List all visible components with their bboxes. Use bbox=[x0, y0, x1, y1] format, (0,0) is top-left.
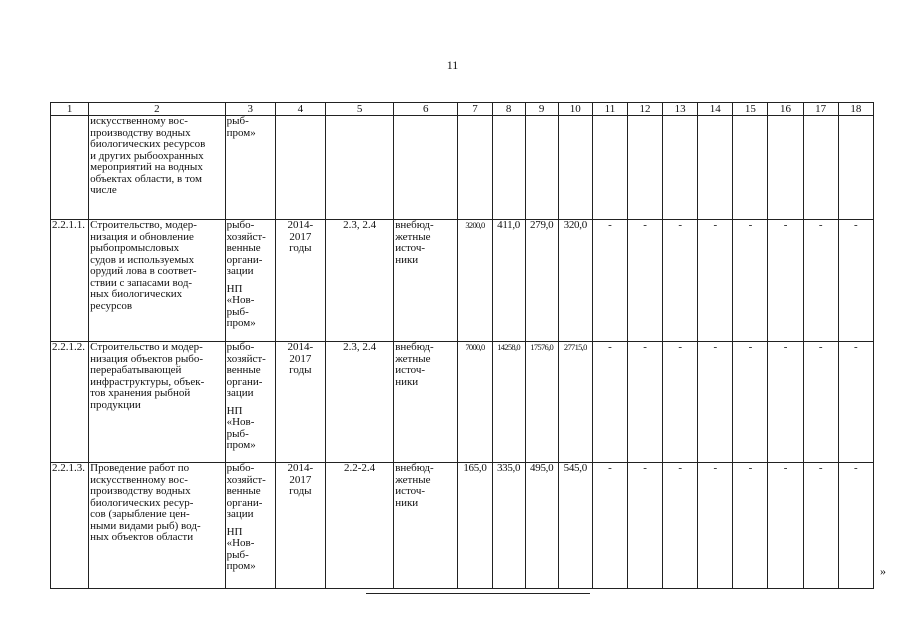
executor-orgs: рыбо- хозяйст- венные органи- зации bbox=[226, 341, 266, 399]
cell-dash-13: - bbox=[663, 220, 698, 342]
table-row bbox=[51, 342, 874, 463]
cell-dash-17: - bbox=[803, 220, 838, 342]
cell-value-7: 7000,0 bbox=[458, 342, 492, 463]
header-cell-13: 13 bbox=[663, 103, 698, 116]
cell-name: Проведение работ по искусственному вос- производству водных биологических ресур- сов (зарыбление цен- ными видами рыб) вод- ных объектов области bbox=[89, 463, 225, 589]
header-cell-3: 3 bbox=[225, 103, 275, 116]
cell-dash-18: - bbox=[838, 220, 873, 342]
table-row bbox=[51, 463, 874, 589]
cell-dash-14: - bbox=[698, 463, 733, 589]
cell-dash-16: - bbox=[768, 342, 803, 463]
cell-value-10: 320,0 bbox=[558, 220, 592, 342]
cell-dash-15: - bbox=[733, 220, 768, 342]
cell-source: внебюд- жетные источ- ники bbox=[394, 342, 458, 463]
cell-name: искусственному вос- производству водных биологических ресурсов и других рыбоохранных мероприятий на водных объектах области, в том числе bbox=[89, 116, 225, 220]
cell-value-7: 165,0 bbox=[458, 463, 492, 589]
cell-dash-12: - bbox=[627, 463, 662, 589]
cell-dash-15: - bbox=[733, 463, 768, 589]
cell-num bbox=[51, 116, 89, 220]
header-cell-8: 8 bbox=[492, 103, 525, 116]
executor-orgs: рыбо- хозяйст- венные органи- зации bbox=[226, 219, 266, 277]
executor-np: НП «Нов- рыб- пром» bbox=[226, 404, 256, 451]
cell-dash-14: - bbox=[698, 342, 733, 463]
cell-name: Строительство и модер- низация объектов рыбо- перерабатывающей инфраструктуры, объек- тов хранения рыбной продукции bbox=[89, 342, 225, 463]
table-row bbox=[51, 220, 874, 342]
cell-period: 2014- 2017 годы bbox=[275, 220, 325, 342]
cell-targets: 2.2-2.4 bbox=[325, 463, 393, 589]
page-number: 11 bbox=[446, 58, 459, 72]
cell-value-7: 3200,0 bbox=[458, 220, 492, 342]
cell-value-9: 279,0 bbox=[525, 220, 558, 342]
header-cell-11: 11 bbox=[592, 103, 627, 116]
cell-period: 2014- 2017 годы bbox=[275, 463, 325, 589]
header-cell-16: 16 bbox=[768, 103, 803, 116]
cell-num: 2.2.1.1. bbox=[51, 220, 89, 342]
cell-executor: рыб- пром» bbox=[225, 116, 275, 220]
cell-num: 2.2.1.3. bbox=[51, 463, 89, 589]
cell-dash-12: - bbox=[627, 220, 662, 342]
empty-cell bbox=[698, 116, 733, 220]
header-row bbox=[51, 103, 874, 116]
header-cell-18: 18 bbox=[838, 103, 873, 116]
cell-value-10: 27715,0 bbox=[558, 342, 592, 463]
cell-value-9: 495,0 bbox=[525, 463, 558, 589]
header-cell-2: 2 bbox=[89, 103, 225, 116]
header-cell-9: 9 bbox=[525, 103, 558, 116]
empty-cell bbox=[394, 116, 458, 220]
continuation-row bbox=[51, 116, 874, 220]
header-cell-14: 14 bbox=[698, 103, 733, 116]
footer-line bbox=[366, 593, 590, 594]
cell-value-8: 335,0 bbox=[492, 463, 525, 589]
empty-cell bbox=[733, 116, 768, 220]
empty-cell bbox=[768, 116, 803, 220]
empty-cell bbox=[663, 116, 698, 220]
cell-dash-16: - bbox=[768, 463, 803, 589]
header-cell-4: 4 bbox=[275, 103, 325, 116]
executor-np: НП «Нов- рыб- пром» bbox=[226, 525, 256, 572]
header-cell-12: 12 bbox=[627, 103, 662, 116]
cell-dash-11: - bbox=[592, 220, 627, 342]
cell-targets: 2.3, 2.4 bbox=[325, 342, 393, 463]
empty-cell bbox=[558, 116, 592, 220]
cell-dash-16: - bbox=[768, 220, 803, 342]
empty-cell bbox=[325, 116, 393, 220]
header-cell-17: 17 bbox=[803, 103, 838, 116]
empty-cell bbox=[275, 116, 325, 220]
closing-quote: » bbox=[880, 564, 886, 578]
header-cell-5: 5 bbox=[325, 103, 393, 116]
empty-cell bbox=[803, 116, 838, 220]
cell-value-8: 411,0 bbox=[492, 220, 525, 342]
cell-dash-11: - bbox=[592, 342, 627, 463]
executor-np: НП «Нов- рыб- пром» bbox=[226, 282, 256, 329]
cell-value-9: 17576,0 bbox=[525, 342, 558, 463]
executor-orgs: рыбо- хозяйст- венные органи- зации bbox=[226, 462, 266, 520]
cell-value-8: 14258,0 bbox=[492, 342, 525, 463]
cell-dash-12: - bbox=[627, 342, 662, 463]
empty-cell bbox=[525, 116, 558, 220]
cell-dash-13: - bbox=[663, 463, 698, 589]
header-cell-6: 6 bbox=[394, 103, 458, 116]
cell-dash-17: - bbox=[803, 342, 838, 463]
cell-executor bbox=[225, 463, 275, 589]
header-cell-7: 7 bbox=[458, 103, 492, 116]
program-table bbox=[50, 102, 874, 589]
empty-cell bbox=[627, 116, 662, 220]
empty-cell bbox=[458, 116, 492, 220]
header-cell-1: 1 bbox=[51, 103, 89, 116]
cell-dash-15: - bbox=[733, 342, 768, 463]
cell-dash-18: - bbox=[838, 342, 873, 463]
cell-name: Строительство, модер- низация и обновление рыбопромысловых судов и используемых орудий лова в соответ- ствии с запасами вод- ных биологических ресурсов bbox=[89, 220, 225, 342]
cell-dash-17: - bbox=[803, 463, 838, 589]
empty-cell bbox=[838, 116, 873, 220]
empty-cell bbox=[492, 116, 525, 220]
cell-executor bbox=[225, 342, 275, 463]
header-cell-15: 15 bbox=[733, 103, 768, 116]
cell-period: 2014- 2017 годы bbox=[275, 342, 325, 463]
header-cell-10: 10 bbox=[558, 103, 592, 116]
cell-value-10: 545,0 bbox=[558, 463, 592, 589]
cell-num: 2.2.1.2. bbox=[51, 342, 89, 463]
cell-source: внебюд- жетные источ- ники bbox=[394, 220, 458, 342]
cell-executor bbox=[225, 220, 275, 342]
cell-dash-18: - bbox=[838, 463, 873, 589]
cell-dash-13: - bbox=[663, 342, 698, 463]
cell-dash-11: - bbox=[592, 463, 627, 589]
cell-dash-14: - bbox=[698, 220, 733, 342]
empty-cell bbox=[592, 116, 627, 220]
cell-targets: 2.3, 2.4 bbox=[325, 220, 393, 342]
cell-source: внебюд- жетные источ- ники bbox=[394, 463, 458, 589]
